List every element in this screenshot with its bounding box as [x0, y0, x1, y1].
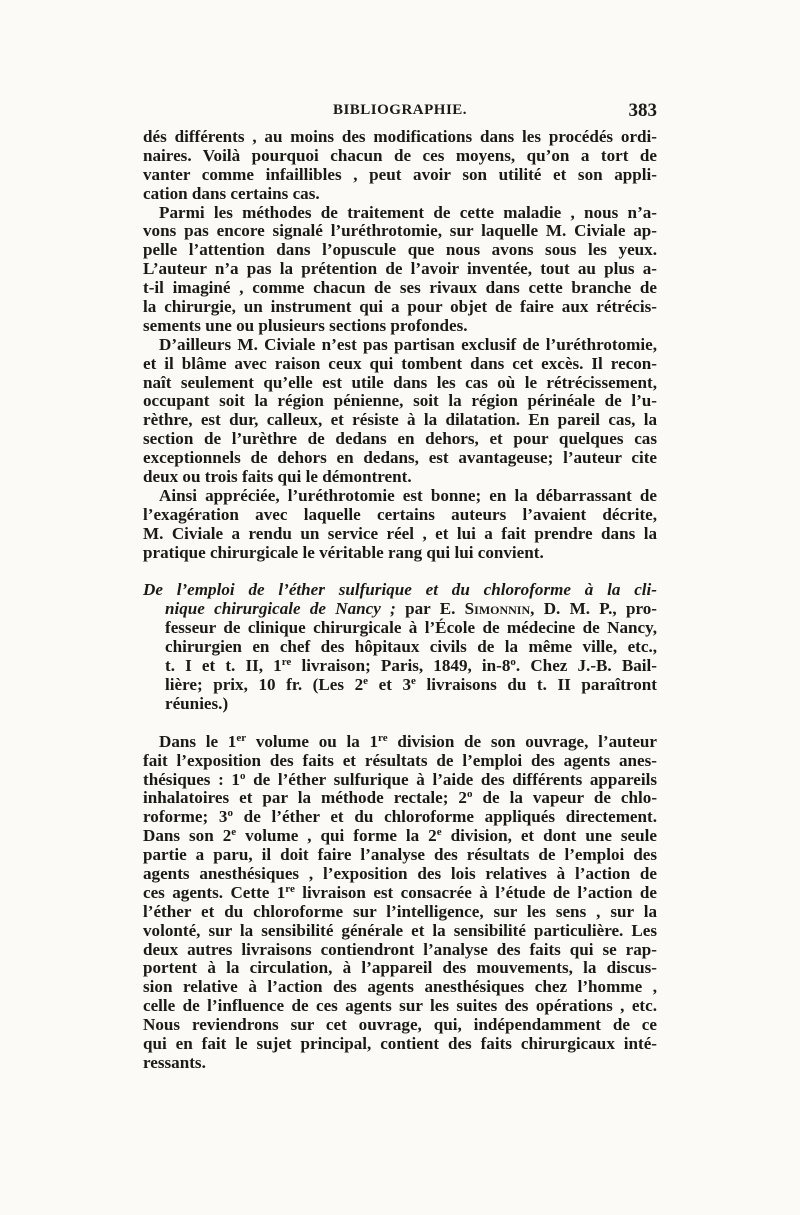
reference-text: livraisons du t. II paraîtront	[415, 674, 658, 694]
text-line	[143, 827, 657, 846]
text-line: l’exagération avec laquelle certains auteurs l’avaient décrite,	[143, 504, 657, 524]
superscript: e	[363, 674, 369, 687]
page-number: 383	[628, 100, 657, 121]
reference-text: , D. M. P., pro-	[530, 599, 657, 619]
text-line: naît seulement qu’elle est utile dans les cas où le rétrécissement,	[143, 372, 657, 392]
text-line: vanter comme infaillibles , peut avoir son utilité et son appli-	[143, 164, 657, 184]
text-run: de l’éther sulfurique à l’aide des différents appareils	[245, 769, 658, 789]
superscript: e	[231, 826, 237, 839]
running-title: BIBLIOGRAPHIE.	[332, 102, 468, 118]
text-line: section de l’urèthre de dedans en dehors, et pour quelques cas	[143, 429, 657, 449]
superscript: re	[281, 656, 292, 669]
section-gap	[143, 714, 657, 733]
text-line: et il blâme avec raison ceux qui tombent dans cet excès. Il recon-	[143, 353, 657, 373]
superscript: e	[411, 674, 416, 687]
reference-line: réunies.)	[165, 693, 229, 713]
text-run: thésiques : 1	[143, 769, 240, 789]
text-run: livraison est consacrée à l’étude de l’action de	[294, 882, 657, 902]
text-line	[143, 771, 657, 790]
text-line: deux autres livraisons contiendront l’analyse des faits qui se rap-	[143, 939, 657, 959]
text-line: ressants.	[143, 1052, 206, 1072]
text-run: division, et dont une seule	[441, 826, 657, 846]
reference-text: . Chez J.-B. Bail-	[515, 656, 657, 676]
text-line: cation dans certains cas.	[143, 183, 320, 203]
text-line: partie a paru, il doit faire l’analyse des résultats de l’emploi des	[143, 845, 657, 865]
text-line: celle de l’influence de ces agents sur les suites des opérations , etc.	[143, 996, 657, 1016]
reference-line	[143, 676, 657, 695]
superscript: o	[239, 769, 246, 782]
text-line: fait l’exposition des faits et résultats de l’emploi des agents anes-	[143, 750, 657, 770]
text-line	[143, 789, 657, 808]
text-run: Dans son 2	[143, 826, 232, 846]
text-line: Parmi les méthodes de traitement de cette maladie , nous n’a-	[159, 202, 657, 222]
superscript: o	[510, 656, 516, 669]
text-line: agents anesthésiques , l’exposition des lois relatives à l’action de	[143, 863, 657, 883]
text-line: occupant soit la région pénienne, soit la région périnéale de l’u-	[143, 391, 657, 411]
reference-line	[143, 600, 657, 619]
text-line: qui en fait le sujet principal, contient des faits chirurgicaux inté-	[143, 1033, 657, 1053]
reference-text: lière; prix, 10 fr. (Les 2	[165, 674, 364, 694]
reference-text: par E.	[395, 599, 465, 619]
page-header	[143, 102, 657, 128]
text-run: inhalatoires et par la méthode rectale; 2	[143, 788, 467, 808]
section-gap	[143, 562, 657, 581]
text-line: D’ailleurs M. Civiale n’est pas partisan exclusif de l’uréthrotomie,	[159, 334, 657, 354]
text-line	[143, 884, 657, 903]
text-run: ces agents. Cette 1	[143, 882, 286, 902]
reference-line: chirurgien en chef des hôpitaux civils de la même ville, etc.,	[165, 637, 657, 657]
reference-title: De l’emploi de l’éther sulfurique et du chloroforme à la cli-	[143, 580, 657, 600]
text-line: deux ou trois faits qui le démontrent.	[143, 467, 412, 487]
text-line: pelle l’attention dans l’opuscule que nous avons sous les yeux.	[143, 240, 657, 260]
text-line: M. Civiale a rendu un service réel , et lui a fait prendre dans la	[143, 523, 657, 543]
reference-line	[143, 657, 657, 676]
text-run: volume , qui forme la 2	[236, 826, 437, 846]
text-run: division de son ouvrage, l’auteur	[387, 731, 657, 751]
text-line: t-il imaginé , comme chacun de ses rivaux dans cette branche de	[143, 278, 657, 298]
text-line: Nous reviendrons sur cet ouvrage, qui, indépendamment de ce	[143, 1015, 657, 1035]
superscript: re	[285, 882, 295, 895]
text-line: naires. Voilà pourquoi chacun de ces moyens, qu’on a tort de	[143, 145, 657, 165]
superscript: er	[236, 731, 247, 744]
text-line: volonté, sur la sensibilité générale et la sensibilité particulière. Les	[143, 920, 657, 940]
text-line: L’auteur n’a pas la prétention de l’avoir inventée, tout au plus a-	[143, 259, 657, 279]
body-text	[143, 128, 657, 1073]
superscript: re	[378, 731, 388, 744]
text-line: portent à la circulation, à l’appareil des mouvements, la discus-	[143, 958, 657, 978]
text-run: roforme; 3	[143, 807, 228, 827]
superscript: e	[436, 826, 442, 839]
reference-title: nique chirurgicale de Nancy ;	[165, 599, 396, 619]
text-line: vons pas encore signalé l’uréthrotomie, sur laquelle M. Civiale ap-	[143, 221, 657, 241]
text-line: Ainsi appréciée, l’uréthrotomie est bonne; en la débarrassant de	[159, 485, 657, 505]
reference-text: t. I et t. II, 1	[165, 656, 282, 676]
reference-text: et 3	[368, 674, 412, 694]
text-line: exceptionnels de dehors en dedans, est avantageuse; l’auteur cite	[143, 448, 657, 468]
reference-text: livraison; Paris, 1849, in-8	[291, 656, 511, 676]
text-run: Dans le 1	[159, 731, 237, 751]
text-line	[143, 733, 657, 752]
superscript: o	[466, 788, 473, 801]
text-line: dés différents , au moins des modifications dans les procédés ordi-	[143, 127, 657, 146]
text-run: volume ou la 1	[246, 731, 379, 751]
reference-line	[143, 581, 657, 600]
text-line: pratique chirurgicale le véritable rang qui lui convient.	[143, 542, 544, 562]
text-line: l’éther et du chloroforme sur l’intelligence, sur les sens , sur la	[143, 901, 657, 921]
text-line: la chirurgie, un instrument qui a pour objet de faire aux rétrécis-	[143, 297, 657, 317]
text-run: de la vapeur de chlo-	[472, 788, 658, 808]
text-run: de l’éther et du chloroforme appliqués directement.	[232, 807, 657, 827]
reference-author: Simonnin	[464, 599, 531, 619]
text-line	[143, 808, 657, 827]
text-line: sion relative à l’action des agents anesthésiques chez l’homme ,	[143, 977, 657, 997]
reference-line: fesseur de clinique chirurgicale à l’École de médecine de Nancy,	[165, 618, 657, 638]
text-line: sements une ou plusieurs sections profondes.	[143, 315, 468, 335]
text-line: rèthre, est dur, calleux, et résiste à la dilatation. En pareil cas, la	[143, 410, 657, 430]
superscript: o	[227, 807, 233, 820]
